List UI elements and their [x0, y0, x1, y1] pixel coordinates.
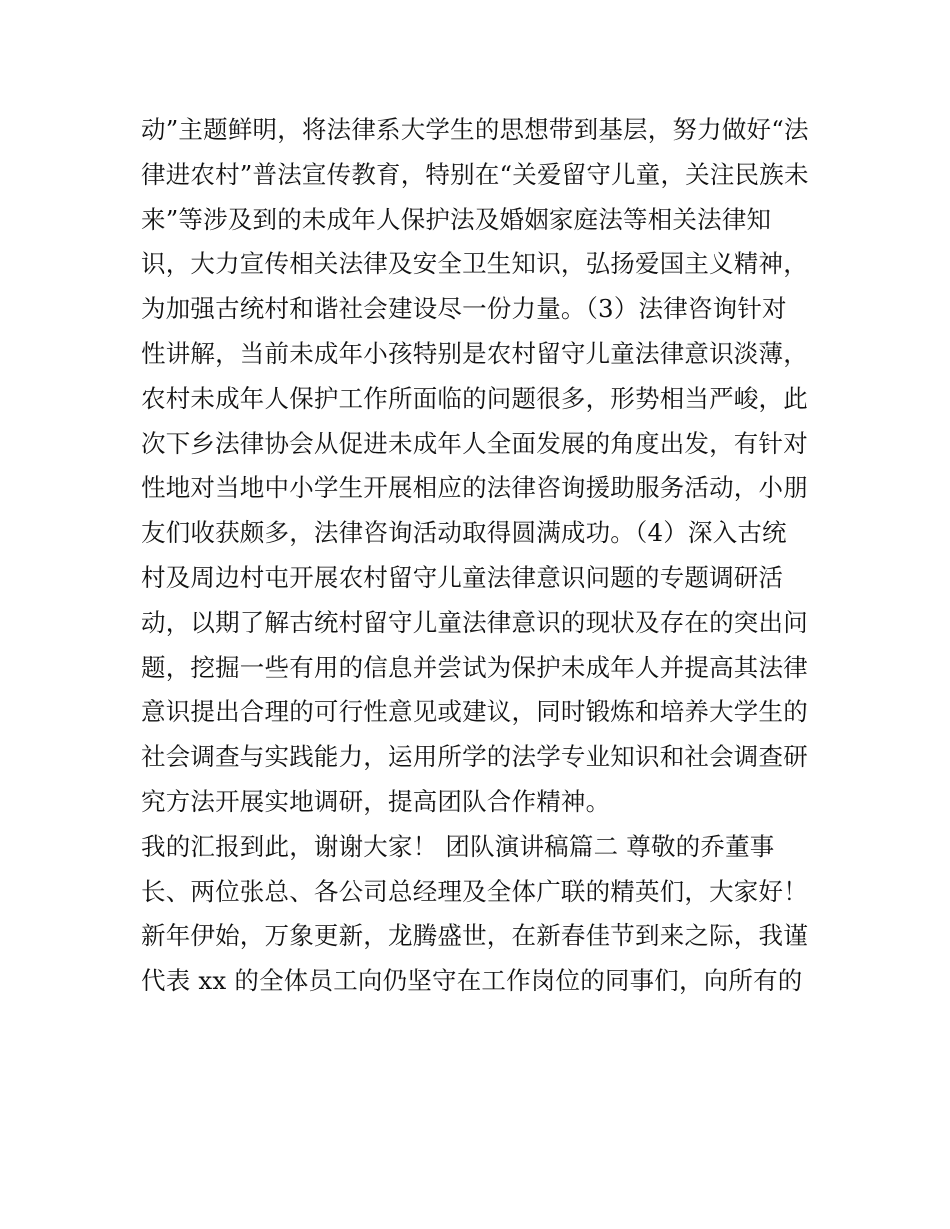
text-line: 村及周边村屯开展农村留守儿童法律意识问题的专题调研活 [141, 562, 784, 592]
text-line: 来”等涉及到的未成年人保护法及婚姻家庭法等相关法律知 [141, 204, 772, 234]
text-line: 律进农村”普法宣传教育，特别在“关爱留守儿童，关注民族未 [141, 159, 809, 189]
text-line: 农村未成年人保护工作所面临的问题很多，形势相当严峻，此 [141, 383, 808, 413]
text-line: 意识提出合理的可行性意见或建议，同时锻炼和培养大学生的 [141, 697, 808, 727]
text-line: 我的汇报到此，谢谢大家！ 团队演讲稿篇二 尊敬的乔董事 [141, 831, 775, 861]
text-line: 性讲解，当前未成年小孩特别是农村留守儿童法律意识淡薄， [141, 338, 808, 368]
text-line: 次下乡法律协会从促进未成年人全面发展的角度出发，有针对 [141, 428, 808, 458]
text-line: 社会调查与实践能力，运用所学的法学专业知识和社会调查研 [141, 742, 808, 772]
text-line: 新年伊始，万象更新，龙腾盛世，在新春佳节到来之际，我谨 [141, 921, 808, 951]
text-line: 究方法开展实地调研，提高团队合作精神。 [141, 786, 611, 816]
text-line: 动”主题鲜明，将法律系大学生的思想带到基层，努力做好“法 [141, 115, 809, 144]
text-line: 代表 xx 的全体员工向仍坚守在工作岗位的同事们，向所有的 [141, 966, 803, 996]
text-line: 性地对当地中小学生开展相应的法律咨询援助服务活动，小朋 [141, 473, 808, 503]
text-line: 题，挖掘一些有用的信息并尝试为保护未成年人并提高其法律 [141, 652, 808, 682]
body-text [141, 108, 841, 1004]
text-line: 长、两位张总、各公司总经理及全体广联的精英们，大家好！ [141, 876, 808, 906]
text-line: 友们收获颇多，法律咨询活动取得圆满成功。（4）深入古统 [141, 518, 787, 548]
text-line: 动，以期了解古统村留守儿童法律意识的现状及存在的突出问 [141, 607, 808, 637]
text-line: 识，大力宣传相关法律及安全卫生知识，弘扬爱国主义精神， [141, 249, 808, 279]
text-line: 为加强古统村和谐社会建设尽一份力量。（3）法律咨询针对 [141, 294, 787, 324]
